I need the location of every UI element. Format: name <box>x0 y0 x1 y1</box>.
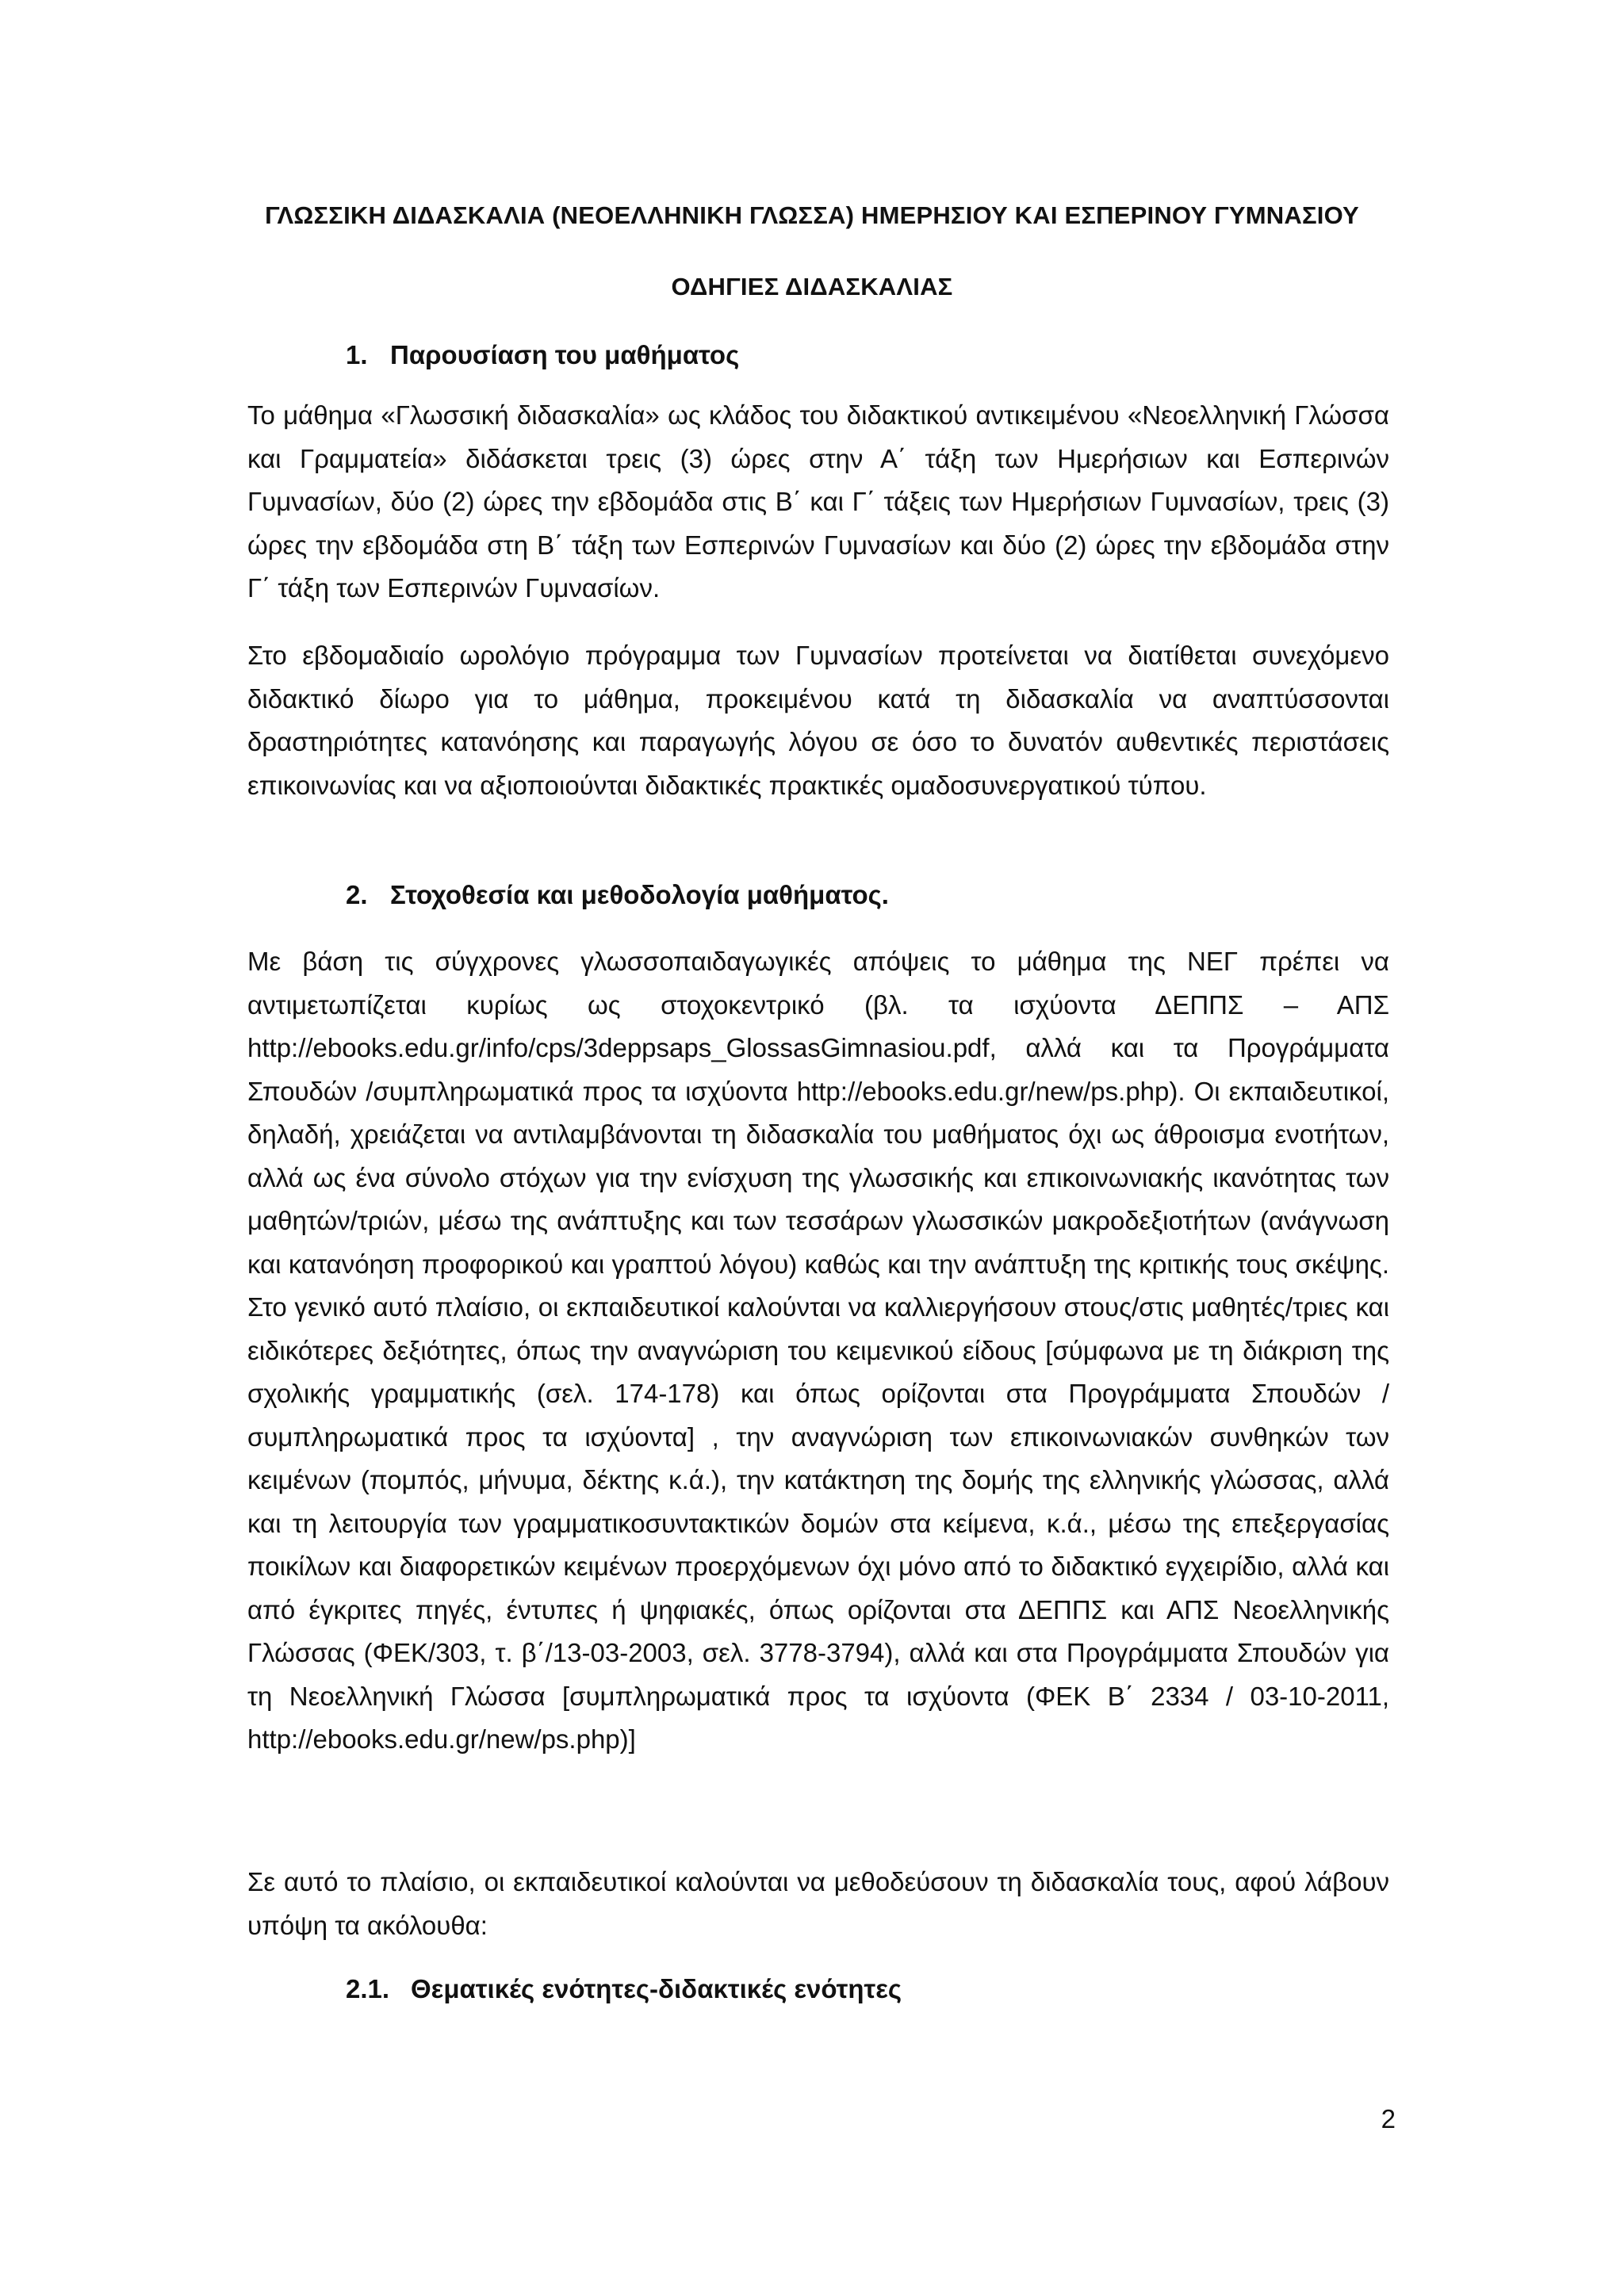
section-2-heading <box>346 880 889 910</box>
section-2-1-title: Θεματικές ενότητες-διδακτικές ενότητες <box>411 1974 902 2003</box>
section-2-1-number: 2.1. <box>346 1974 390 2003</box>
section-2-number: 2. <box>346 880 368 909</box>
section-2-paragraph-1: Με βάση τις σύγχρονες γλωσσοπαιδαγωγικές απόψεις το μάθημα της ΝΕΓ πρέπει να αντιμετωπίζεται κυρίως ως στοχοκεντρικό (βλ. τα ισχύοντα ΔΕΠΠΣ – ΑΠΣ http://ebooks.edu.gr/info/cps/3deppsaps_GlossasGimnasiou.pdf, αλλά και τα Προγράμματα Σπουδών /συμπληρωματικά προς τα ισχύοντα http://ebooks.edu.gr/new/ps.php). Οι εκπαιδευτικοί, δηλαδή, χρειάζεται να αντιλαμβάνονται τη διδασκαλία του μαθήματος όχι ως άθροισμα ενοτήτων, αλλά ως ένα σύνολο στόχων για την ενίσχυση της γλωσσικής και επικοινωνιακής ικανότητας των μαθητών/τριών, μέσω της ανάπτυξης και των τεσσάρων γλωσσικών μακροδεξιοτήτων (ανάγνωση και κατανόηση προφορικού και γραπτού λόγου) καθώς και την ανάπτυξη της κριτικής τους σκέψης. Στο γενικό αυτό πλαίσιο, οι εκπαιδευτικοί καλούνται να καλλιεργήσουν στους/στις μαθητές/τριες και ειδικότερες δεξιότητες, όπως την αναγνώριση του κειμενικού είδους [σύμφωνα με τη διάκριση της σχολικής γραμματικής (σελ. 174-178) και όπως ορίζονται στα Προγράμματα Σπουδών / συμπληρωματικά προς τα ισχύοντα] , την αναγνώριση των επικοινωνιακών συνθηκών των κειμένων (πομπός, μήνυμα, δέκτης κ.ά.), την κατάκτηση της δομής της ελληνικής γλώσσας, αλλά και τη λειτουργία των γραμματικοσυντακτικών δομών στα κείμενα, κ.ά., μέσω της επεξεργασίας ποικίλων και διαφορετικών κειμένων προερχόμενων όχι μόνο από το διδακτικό εγχειρίδιο, αλλά και από έγκριτες πηγές, έντυπες ή ψηφιακές, όπως ορίζονται στα ΔΕΠΠΣ και ΑΠΣ Νεοελληνικής Γλώσσας (ΦΕΚ/303, τ. β΄/13-03-2003, σελ. 3778-3794), αλλά και στα Προγράμματα Σπουδών για τη Νεοελληνική Γλώσσα [συμπληρωματικά προς τα ισχύοντα (ΦΕΚ Β΄ 2334 / 03-10-2011, http://ebooks.edu.gr/new/ps.php)] <box>247 947 1389 1754</box>
section-1-number: 1. <box>346 340 368 369</box>
page-number: 2 <box>1381 2104 1396 2133</box>
section-1-paragraph-1: Το μάθημα «Γλωσσική διδασκαλία» ως κλάδος του διδακτικού αντικειμένου «Νεοελληνική Γλώσσα και Γραμματεία» διδάσκεται τρεις (3) ώρες στην Α΄ τάξη των Ημερήσιων και Εσπερινών Γυμνασίων, δύο (2) ώρες την εβδομάδα στις Β΄ και Γ΄ τάξεις των Ημερήσιων Γυμνασίων, τρεις (3) ώρες την εβδομάδα στη Β΄ τάξη των Εσπερινών Γυμνασίων και δύο (2) ώρες την εβδομάδα στην Γ΄ τάξη των Εσπερινών Γυμνασίων. <box>247 400 1389 603</box>
section-1-paragraph-2: Στο εβδομαδιαίο ωρολόγιο πρόγραμμα των Γυμνασίων προτείνεται να διατίθεται συνεχόμενο διδακτικό δίωρο για το μάθημα, προκειμένου κατά τη διδασκαλία να αναπτύσσονται δραστηριότητες κατανόησης και παραγωγής λόγου σε όσο το δυνατόν αυθεντικές περιστάσεις επικοινωνίας και να αξιοποιούνται διδακτικές πρακτικές ομαδοσυνεργατικού τύπου. <box>247 641 1389 800</box>
section-2-1-heading <box>346 1974 902 2004</box>
document-title: ΓΛΩΣΣΙΚΗ ΔΙΔΑΣΚΑΛΙΑ (ΝΕΟΕΛΛΗΝΙΚΗ ΓΛΩΣΣΑ) ΗΜΕΡΗΣΙΟΥ ΚΑΙ ΕΣΠΕΡΙΝΟΥ ΓΥΜΝΑΣΙΟΥ <box>265 201 1359 229</box>
section-2-title: Στοχοθεσία και μεθοδολογία μαθήματος. <box>390 880 889 909</box>
section-1-title: Παρουσίαση του μαθήματος <box>390 340 740 369</box>
section-1-heading <box>346 340 739 370</box>
section-2-paragraph-2: Σε αυτό το πλαίσιο, οι εκπαιδευτικοί καλούνται να μεθοδεύσουν τη διδασκαλία τους, αφού λάβουν υπόψη τα ακόλουθα: <box>247 1867 1389 1940</box>
document-subtitle: ΟΔΗΓΙΕΣ ΔΙΔΑΣΚΑΛΙΑΣ <box>671 273 953 300</box>
